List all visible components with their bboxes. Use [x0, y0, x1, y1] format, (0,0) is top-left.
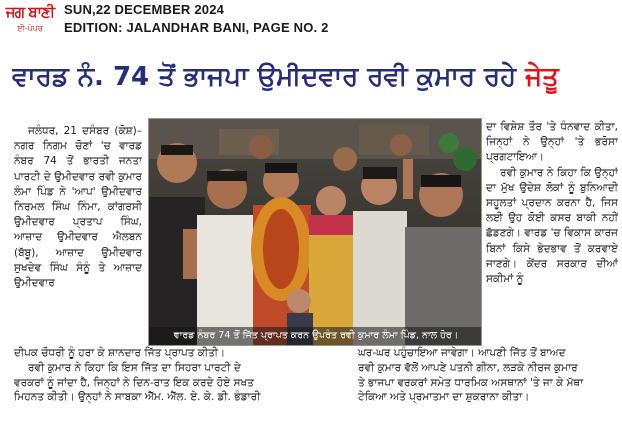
headline-main-text: ਵਾਰਡ ਨੰ. 74 ਤੋਂ ਭਾਜਪਾ ਉਮੀਦਵਾਰ ਰਵੀ ਕੁਮਾਰ ਰਹੇ: [12, 62, 526, 92]
celebration-photo-illustration: [149, 119, 482, 346]
newspaper-logo[interactable]: [2, 2, 58, 46]
bottom-left-line-4: ਮਿਹਨਤ ਕੀਤੀ। ਉਨ੍ਹਾਂ ਨੇ ਸਾਬਕਾ ਐੱਮ. ਐੱਲ. ਏ. ਕੇ. ਡੀ. ਭੰਡਾਰੀ: [14, 391, 261, 404]
bottom-left-line-1: ਦੀਪਕ ਚੌਧਰੀ ਨੂੰ ਹਰਾ ਕੇ ਸ਼ਾਨਦਾਰ ਜਿੱਤ ਪ੍ਰਾਪਤ ਕੀਤੀ।: [14, 347, 226, 359]
article-headline: [12, 58, 618, 96]
article-lead-paragraph: ਜਲੰਧਰ, 21 ਦਸੰਬਰ (ਕੋਸ਼)–ਨਗਰ ਨਿਗਮ ਚੋਣਾਂ 'ਚ ਵਾਰਡ ਨੰਬਰ 74 ਤੋਂ ਭਾਰਤੀ ਜਨਤਾ ਪਾਰਟੀ ਦੇ ਉਮੀਦਵਾਰ ਰਵੀ ਕੁਮਾਰ ਲੰਮਾ ਪਿੰਡ ਨੇ 'ਆਪ' ਉਮੀਦਵਾਰ ਨਿਰਮਲ ਸਿੰਘ ਨਿੰਮਾ, ਕਾਂਗਰਸੀ ਉਮੀਦਵਾਰ ਪ੍ਰਤਾਪ ਸਿੰਘ, ਆਜ਼ਾਦ ਉਮੀਦਵਾਰ ਐਲਬਨ (ਬੱਬੂ), ਆਜ਼ਾਦ ਉਮੀਦਵਾਰ ਸੁਖਦੇਵ ਸਿੰਘ ਸੰਨੂੰ ਤੇ ਆਜ਼ਾਦ ਉਮੀਦਵਾਰ: [14, 125, 142, 290]
bottom-right-line-3: ਤੇ ਭਾਜਪਾ ਵਰਕਰਾਂ ਸਮੇਤ ਧਾਰਮਿਕ ਅਸਥਾਨਾਂ 'ਤੇ ਜਾ ਕੇ ਮੱਥਾ: [358, 376, 584, 389]
article-bottom-left: [14, 346, 354, 424]
bottom-left-line-2: ਰਵੀ ਕੁਮਾਰ ਨੇ ਕਿਹਾ ਕਿ ਇਸ ਜਿੱਤ ਦਾ ਸਿਹਰਾ ਪਾਰਟੀ ਦੇ: [28, 361, 241, 374]
article-bottom-right: [358, 346, 620, 424]
bottom-right-line-1: ਘਰ-ਘਰ ਪਹੁੰਚਾਇਆ ਜਾਵੇਗਾ। ਆਪਣੀ ਜਿੱਤ ਤੋਂ ਬਾਅਦ: [358, 347, 566, 359]
photo-caption: ਵਾਰਡ ਨੰਬਰ 74 ਤੋਂ ਜਿੱਤ ਪ੍ਰਾਪਤ ਕਰਨ ਉਪਰੰਤ ਰਵੀ ਕੁਮਾਰ ਲੰਮਾ ਪਿੰਡ, ਨਾਲ ਹੋਰ।: [149, 327, 482, 345]
logo-subtitle: ਈ-ਪੇਪਰ: [17, 24, 43, 33]
masthead: [0, 0, 622, 50]
bottom-right-line-2: ਰਵੀ ਕੁਮਾਰ ਵੱਲੋਂ ਆਪਣੇ ਪਤਨੀ ਗੀਨਾ, ਲੜਕੇ ਨੀਰਜ ਕੁਮਾਰ: [358, 361, 578, 374]
edition-info: EDITION: JALANDHAR BANI, PAGE NO. 2: [64, 20, 329, 35]
right-column-paragraph-2: ਰਵੀ ਕੁਮਾਰ ਨੇ ਕਿਹਾ ਕਿ ਉਨ੍ਹਾਂ ਦਾ ਮੁੱਖ ਉਦੇਸ਼ ਲੋਕਾਂ ਨੂੰ ਬੁਨਿਆਦੀ ਸਹੂਲਤਾਂ ਪ੍ਰਦਾਨ ਕਰਨਾ ਹੈ, ਜਿਸ ਲਈ ਉਹ ਕੋਈ ਕਸਰ ਬਾਕੀ ਨਹੀਂ ਛੱਡਣਗੇ। ਵਾਰਡ 'ਚ ਵਿਕਾਸ ਕਾਰਜ ਬਿਨਾਂ ਕਿਸੇ ਭੇਦਭਾਵ ਤੋਂ ਕਰਵਾਏ ਜਾਣਗੇ। ਕੇਂਦਰ ਸਰਕਾਰ ਦੀਆਂ ਸਕੀਮਾਂ ਨੂੰ: [486, 166, 618, 286]
publication-date: SUN,22 DECEMBER 2024: [64, 2, 225, 17]
logo-wordmark: ਜਗ ਬਾਣੀ: [5, 3, 55, 21]
article-photo: [148, 118, 482, 346]
article-left-column: [14, 124, 142, 346]
right-column-paragraph-1: ਦਾ ਵਿਸ਼ੇਸ਼ ਤੌਰ 'ਤੇ ਧੰਨਵਾਦ ਕੀਤਾ, ਜਿਨ੍ਹਾਂ ਨੇ ਉਨ੍ਹਾਂ 'ਤੇ ਭਰੋਸਾ ਪ੍ਰਗਟਾਇਆ।: [486, 121, 618, 164]
article-right-column: [486, 120, 618, 346]
bottom-right-line-4: ਟੇਕਿਆ ਅਤੇ ਪ੍ਰਮਾਤਮਾ ਦਾ ਸ਼ੁਕਰਾਨਾ ਕੀਤਾ।: [358, 391, 530, 404]
headline-accent-text: ਜੇਤੂ: [525, 62, 559, 92]
bottom-left-line-3: ਵਰਕਰਾਂ ਨੂੰ ਜਾਂਦਾ ਹੈ, ਜਿਨ੍ਹਾਂ ਨੇ ਦਿਨ-ਰਾਤ ਇਕ ਕਰਦੇ ਹੋਏ ਸਖਤ: [14, 376, 254, 389]
